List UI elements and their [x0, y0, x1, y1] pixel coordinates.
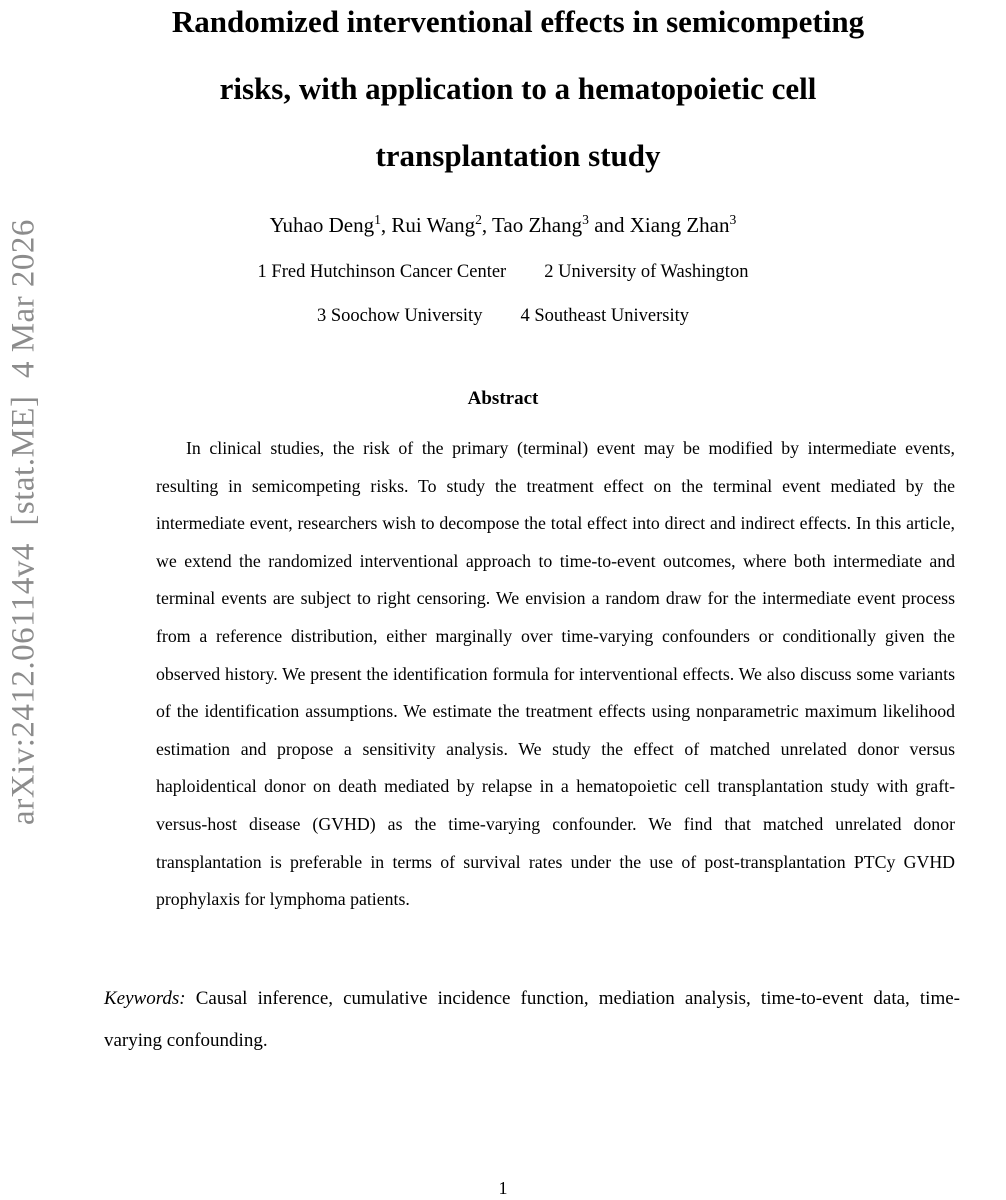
abstract-text: In clinical studies, the risk of the primary (terminal) event may be modified by intermediate events, resulting in semicompeting risks. To study the treatment effect on the terminal event mediated by the intermediate event, researchers wish to decompose the total effect into direct and indirect effects. In this article, we extend the randomized interventional approach to time-to-event outcomes, where both intermediate and terminal events are subject to right censoring. We envision a random draw for the intermediate event process from a reference distribution, either marginally over time-varying confounders or conditionally given the observed history. We present the identification formula for interventional effects. We also discuss some variants of the identification assumptions. We estimate the treatment effects using nonparametric maximum likelihood estimation and propose a sensitivity analysis. We study the effect of matched unrelated donor versus haploidentical donor on death mediated by relapse in a hematopoietic cell transplantation study with graft-versus-host disease (GVHD) as the time-varying confounder. We find that matched unrelated donor transplantation is preferable in terms of survival rates under the use of post-transplantation PTCy GVHD prophylaxis for lymphoma patients.	[156, 438, 955, 910]
author-affiliation-sup: 3	[582, 212, 589, 227]
keywords-line	[104, 978, 960, 1062]
title-line-2: risks, with application to a hematopoietic cell	[219, 71, 817, 106]
title-line-3: transplantation study	[375, 138, 661, 173]
abstract-heading: Abstract	[467, 388, 539, 409]
author-affiliation-sup: 3	[729, 212, 737, 227]
author-line	[0, 212, 1006, 238]
affiliation-item: 2 University of Washington	[544, 262, 749, 282]
author-name: Yuhao Deng	[269, 213, 375, 237]
author-affiliation-sup: 1	[374, 212, 381, 227]
page-number: 1	[498, 1178, 508, 1198]
title-line-1: Randomized interventional effects in semicompeting	[171, 4, 865, 39]
author-affiliation-sup: 2	[475, 212, 482, 227]
affiliation-row-2	[0, 306, 1006, 327]
paper-title	[70, 0, 966, 189]
author-name: and Xiang Zhan	[588, 213, 730, 237]
affiliation-item: 4 Southeast University	[520, 306, 689, 326]
affiliation-row-1	[0, 262, 1006, 283]
keywords-text: Causal inference, cumulative incidence function, mediation analysis, time-to-event data, time-varying confounding.	[104, 988, 961, 1051]
affiliation-item: 1 Fred Hutchinson Cancer Center	[257, 262, 507, 282]
arxiv-stamp: arXiv:2412.06114v4 [stat.ME] 4 Mar 2026	[5, 219, 42, 825]
affiliation-item: 3 Soochow University	[316, 306, 483, 326]
keywords-label: Keywords:	[104, 988, 186, 1009]
author-name: , Rui Wang	[380, 213, 476, 237]
author-name: , Tao Zhang	[481, 213, 583, 237]
